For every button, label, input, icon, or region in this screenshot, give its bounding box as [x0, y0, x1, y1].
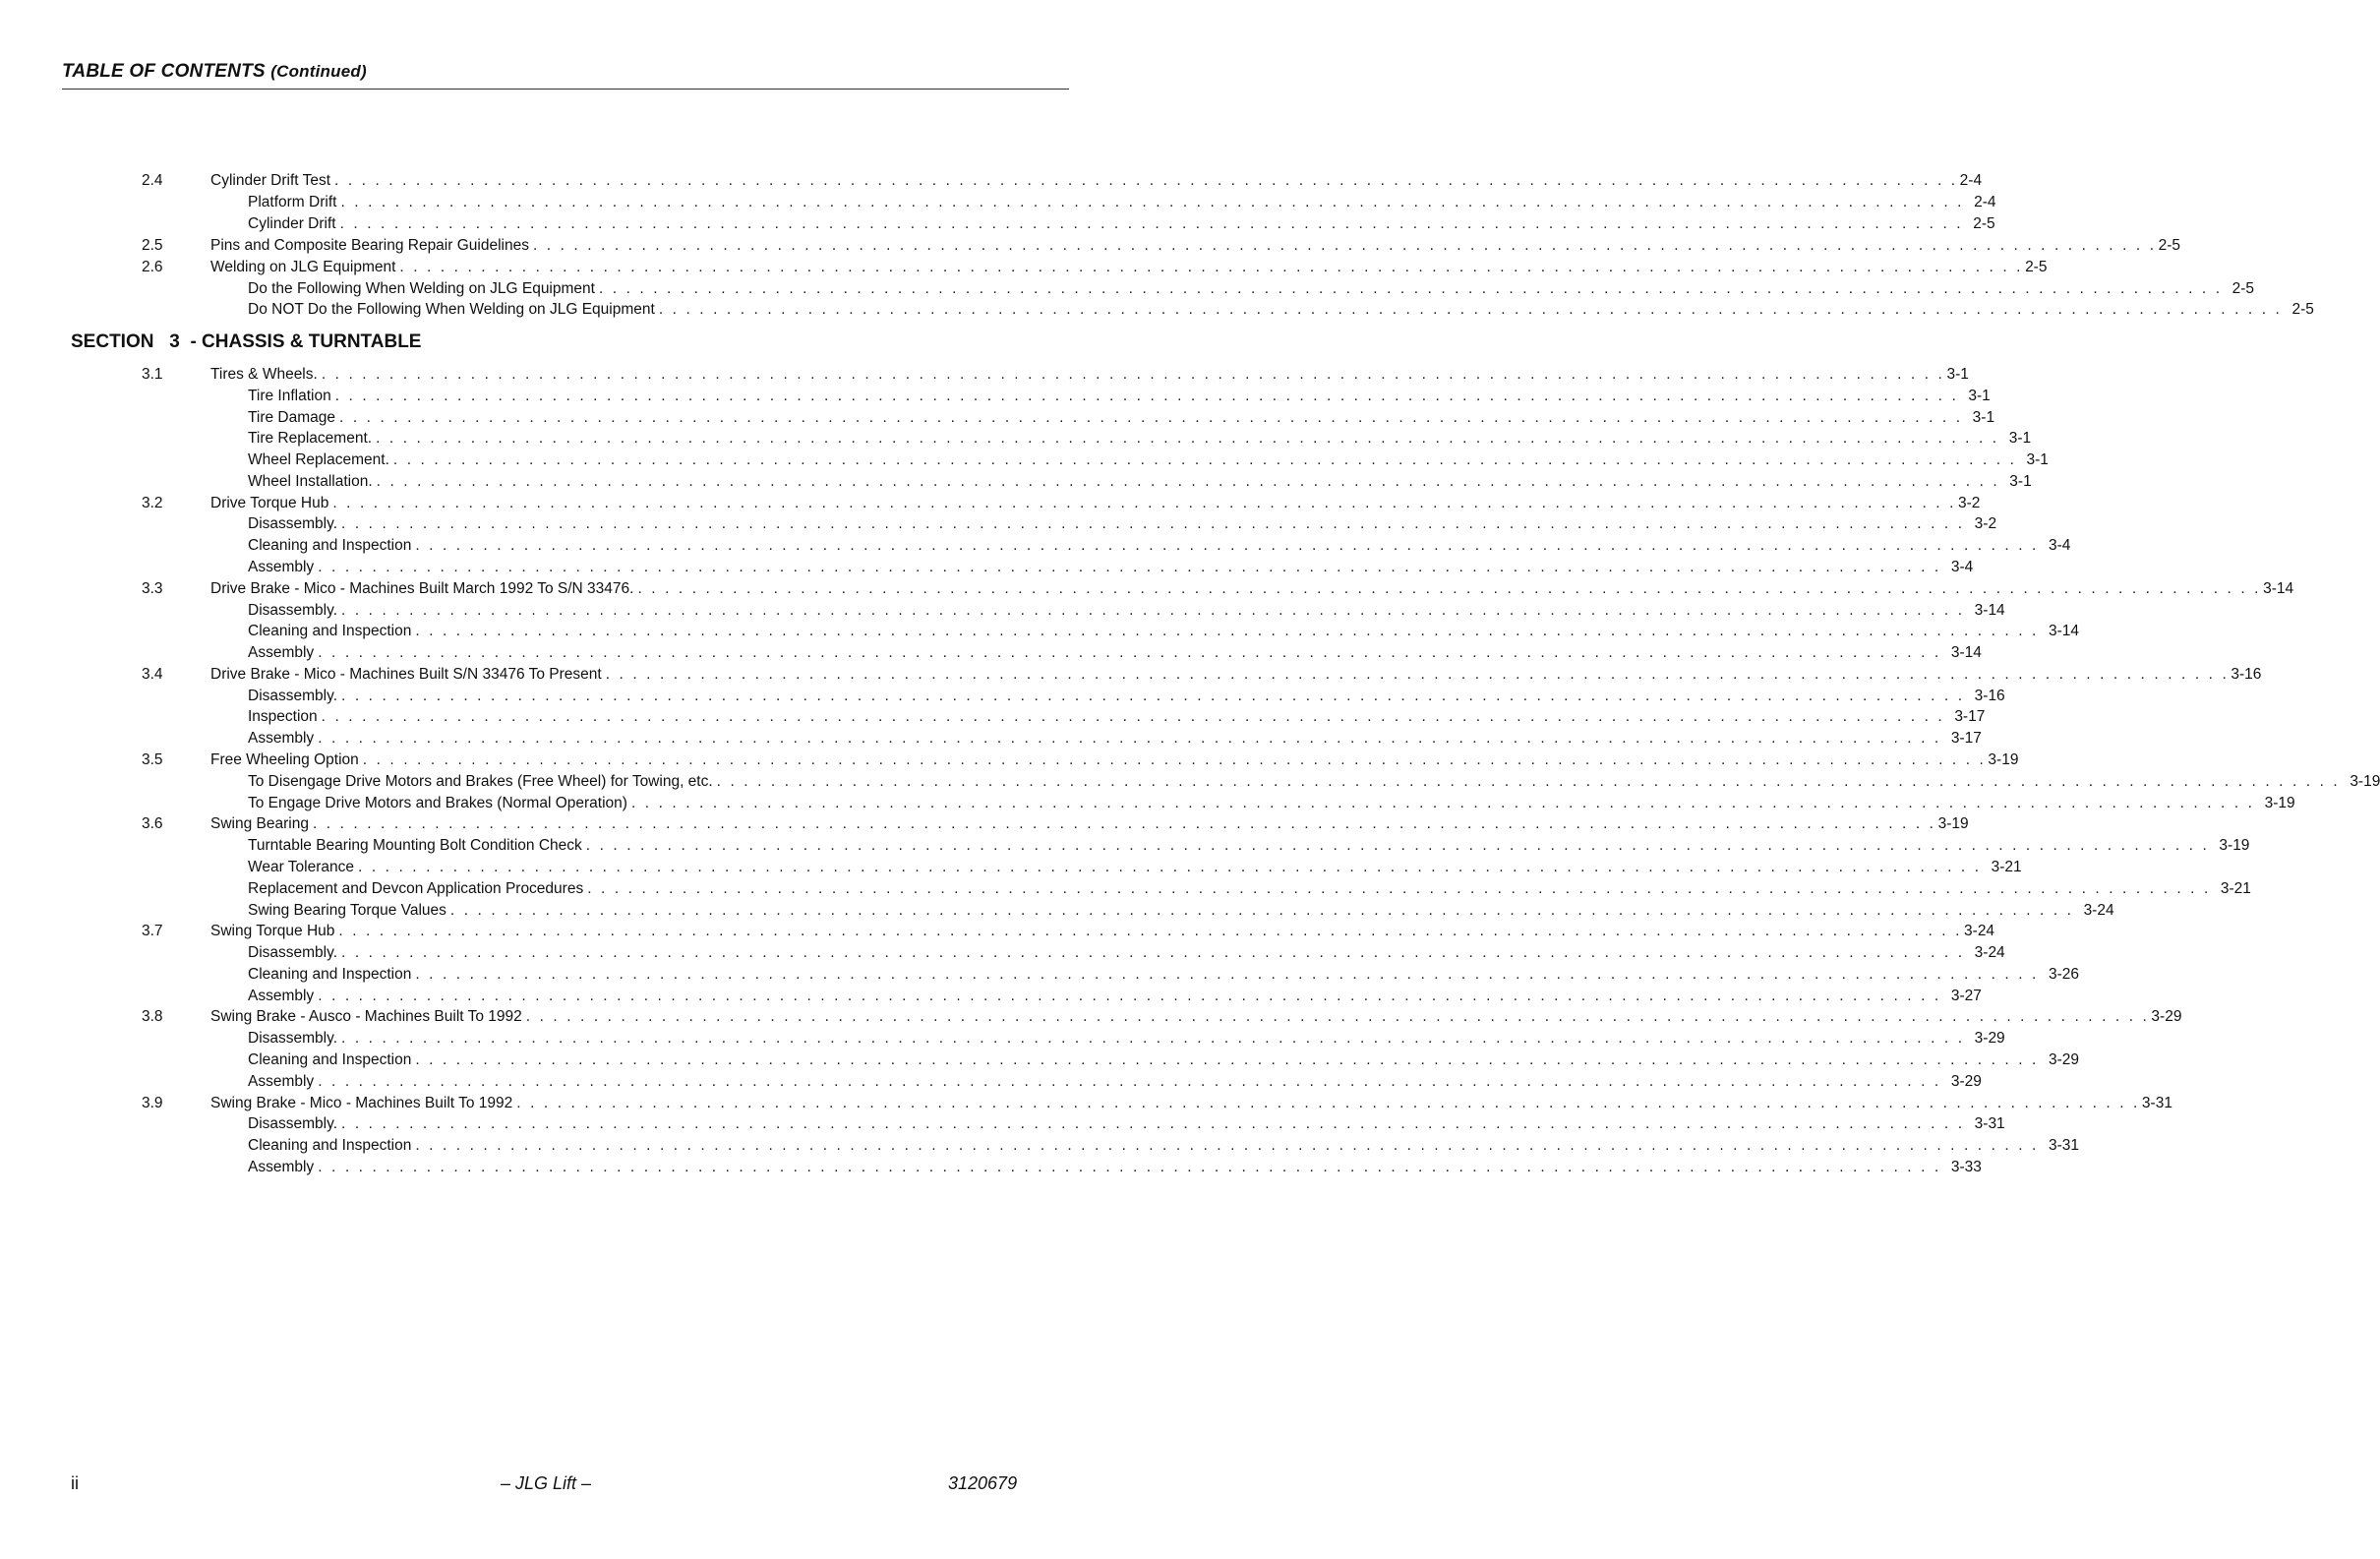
toc-leader-line [210, 665, 2262, 685]
toc-leader-line [248, 858, 2022, 877]
toc-entry-title: Swing Torque Hub [210, 922, 338, 941]
toc-dot-leader: . . . . . . . . . . . . . . . . . . . . . . . . . . . . . . . . . . . . . . . . . . . . . . . . . . . . . . . . . . . . . . . . . . . . . . . . . . . . . . . . . . . . . . . . . . . . . . . . . . . . . . . . . . . . . . . . . . . . . . . . [318, 987, 1941, 1004]
toc-dot-leader: . . . . . . . . . . . . . . . . . . . . . . . . . . . . . . . . . . . . . . . . . . . . . . . . . . . . . . . . . . . . . . . . . . . . . . . . . . . . . . . . . . . . . . . . . . . . . . . . . . . . . . . . . . . . . . . . . . . . . . . . [318, 559, 1941, 576]
toc-leader-line [210, 365, 1969, 385]
toc-entry-title: Free Wheeling Option [210, 750, 363, 770]
toc-entry-page: 2-5 [2291, 301, 2314, 319]
toc-entry-title: Assembly [248, 643, 318, 663]
toc-dot-leader: . . . . . . . . . . . . . . . . . . . . . . . . . . . . . . . . . . . . . . . . . . . . . . . . . . . . . . . . . . . . . . . . . . . . . . . . . . . . . . . . . . . . . . . . . . . . . . . . . . . . . . . . . . . . . . . . . . . . . . . . [318, 730, 1941, 748]
toc-entry-title: Drive Brake - Mico - Machines Built March 1992 To S/N 33476. [210, 579, 637, 599]
toc-entry-title: Assembly [248, 1072, 318, 1092]
toc-entry-title: Turntable Bearing Mounting Bolt Condition Check [248, 836, 586, 856]
toc-leader-line [210, 1094, 2172, 1113]
toc-entry-page: 3-4 [1950, 559, 1974, 576]
toc-dot-leader: . . . . . . . . . . . . . . . . . . . . . . . . . . . . . . . . . . . . . . . . . . . . . . . . . . . . . . . . . . . . . . . . . . . . . . . . . . . . . . . . . . . . . . . . . . . . . . . . . . . . . . . . . . . . . . . . . . . . . . . . [341, 687, 1965, 704]
toc-dot-leader: . . . . . . . . . . . . . . . . . . . . . . . . . . . . . . . . . . . . . . . . . . . . . . . . . . . . . . . . . . . . . . . . . . . . . . . . . . . . . . . . . . . . . . . . . . . . . . . . . . . . . . . . . . . . . . . . . . . . . . . . [341, 515, 1965, 533]
toc-entry-number: 3.8 [142, 1008, 163, 1026]
toc-dot-leader: . . . . . . . . . . . . . . . . . . . . . . . . . . . . . . . . . . . . . . . . . . . . . . . . . . . . . . . . . . . . . . . . . . . . . . . . . . . . . . . . . . . . . . . . . . . . . . . . . . . . . . . . . . . . . . . . . . . . . . . . [376, 472, 2000, 490]
toc-dot-leader: . . . . . . . . . . . . . . . . . . . . . . . . . . . . . . . . . . . . . . . . . . . . . . . . . . . . . . . . . . . . . . . . . . . . . . . . . . . . . . . . . . . . . . . . . . . . . . . . . . . . . . . . . . . . . . . . . . . . . . . . [587, 879, 2211, 897]
toc-dot-leader: . . . . . . . . . . . . . . . . . . . . . . . . . . . . . . . . . . . . . . . . . . . . . . . . . . . . . . . . . . . . . . . . . . . . . . . . . . . . . . . . . . . . . . . . . . . . . . . . . . . . . . . . . . . . . . . . . . . . . . . . [312, 815, 1936, 833]
footer-publisher: – JLG Lift – [500, 1473, 592, 1493]
toc-entry-page: 3-4 [2048, 537, 2071, 555]
toc-leader-line [210, 750, 2019, 770]
toc-entry-title: Swing Brake - Mico - Machines Built To 1992 [210, 1094, 516, 1113]
toc-dot-leader: . . . . . . . . . . . . . . . . . . . . . . . . . . . . . . . . . . . . . . . . . . . . . . . . . . . . . . . . . . . . . . . . . . . . . . . . . . . . . . . . . . . . . . . . . . . . . . . . . . . . . . . . . . . . . . . . . . . . . . . . [318, 644, 1941, 662]
toc-entry-page: 3-29 [2151, 1008, 2182, 1026]
toc-entry-title: Assembly [248, 987, 318, 1006]
toc-dot-leader: . . . . . . . . . . . . . . . . . . . . . . . . . . . . . . . . . . . . . . . . . . . . . . . . . . . . . . . . . . . . . . . . . . . . . . . . . . . . . . . . . . . . . . . . . . . . . . . . . . . . . . . . . . . . . . . . . . . . . . . . [341, 601, 1965, 619]
toc-entry-page: 3-2 [1974, 515, 1997, 533]
toc-leader-line [248, 514, 1997, 534]
toc-leader-line [248, 943, 2005, 963]
toc-leader-line [248, 1136, 2079, 1156]
toc-dot-leader: . . . . . . . . . . . . . . . . . . . . . . . . . . . . . . . . . . . . . . . . . . . . . . . . . . . . . . . . . . . . . . . . . . . . . . . . . . . . . . . . . . . . . . . . . . . . . . . . . . . . . . . . . . . . . . . . . . . . . . . . [358, 858, 1982, 875]
toc-leader-line [248, 450, 2049, 470]
toc-entry-title: Pins and Composite Bearing Repair Guidelines [210, 236, 533, 256]
toc-leader-line [248, 601, 2005, 621]
toc-entry-page: 2-5 [2158, 236, 2181, 254]
toc-entry-number: 2.6 [142, 258, 163, 275]
toc-dot-leader: . . . . . . . . . . . . . . . . . . . . . . . . . . . . . . . . . . . . . . . . . . . . . . . . . . . . . . . . . . . . . . . . . . . . . . . . . . . . . . . . . . . . . . . . . . . . . . . . . . . . . . . . . . . . . . . . . . . . . . . . [415, 537, 2039, 555]
toc-entry-title: Cleaning and Inspection [248, 965, 415, 985]
toc-leader-line [248, 214, 1995, 234]
toc-leader-line [248, 1072, 1982, 1092]
toc-dot-leader: . . . . . . . . . . . . . . . . . . . . . . . . . . . . . . . . . . . . . . . . . . . . . . . . . . . . . . . . . . . . . . . . . . . . . . . . . . . . . . . . . . . . . . . . . . . . . . . . . . . . . . . . . . . . . . . . . . . . . . . . [334, 387, 1959, 404]
toc-leader-line [248, 836, 2250, 856]
toc-dot-leader: . . . . . . . . . . . . . . . . . . . . . . . . . . . . . . . . . . . . . . . . . . . . . . . . . . . . . . . . . . . . . . . . . . . . . . . . . . . . . . . . . . . . . . . . . . . . . . . . . . . . . . . . . . . . . . . . . . . . . . . . [449, 901, 2074, 919]
toc-dot-leader: . . . . . . . . . . . . . . . . . . . . . . . . . . . . . . . . . . . . . . . . . . . . . . . . . . . . . . . . . . . . . . . . . . . . . . . . . . . . . . . . . . . . . . . . . . . . . . . . . . . . . . . . . . . . . . . . . . . . . . . . [637, 579, 2262, 597]
toc-dot-leader: . . . . . . . . . . . . . . . . . . . . . . . . . . . . . . . . . . . . . . . . . . . . . . . . . . . . . . . . . . . . . . . . . . . . . . . . . . . . . . . . . . . . . . . . . . . . . . . . . . . . . . . . . . . . . . . . . . . . . . . . [318, 1072, 1941, 1090]
toc-leader-line [248, 622, 2079, 641]
toc-leader-line [248, 687, 2005, 706]
toc-entry-page: 3-16 [1974, 687, 2005, 704]
toc-entry-title: Platform Drift [248, 193, 340, 212]
toc-entry-title: Tires & Wheels. [210, 365, 322, 385]
toc-leader-line [248, 429, 2032, 449]
toc-entry-page: 3-19 [2264, 794, 2295, 811]
toc-entry-page: 3-19 [1937, 815, 1969, 833]
toc-leader-line [210, 171, 1983, 191]
toc-entry-number: 3.4 [142, 665, 163, 683]
toc-entry-page: 3-27 [1950, 987, 1982, 1004]
toc-dot-leader: . . . . . . . . . . . . . . . . . . . . . . . . . . . . . . . . . . . . . . . . . . . . . . . . . . . . . . . . . . . . . . . . . . . . . . . . . . . . . . . . . . . . . . . . . . . . . . . . . . . . . . . . . . . . . . . . . . . . . . . . [340, 193, 1965, 210]
toc-entry-page: 2-5 [2231, 279, 2255, 297]
toc-leader-line [248, 772, 2380, 792]
toc-dot-leader: . . . . . . . . . . . . . . . . . . . . . . . . . . . . . . . . . . . . . . . . . . . . . . . . . . . . . . . . . . . . . . . . . . . . . . . . . . . . . . . . . . . . . . . . . . . . . . . . . . . . . . . . . . . . . . . . . . . . . . . . [716, 772, 2341, 790]
toc-entry-title: Replacement and Devcon Application Procedures [248, 879, 587, 899]
toc-entry-page: 3-1 [2026, 451, 2049, 469]
toc-entry-title: Tire Damage [248, 408, 339, 428]
toc-entry-title: Do the Following When Welding on JLG Equipment [248, 279, 599, 299]
toc-entry-page: 3-1 [1968, 387, 1991, 404]
toc-leader-line [248, 558, 1974, 577]
toc-entry-number: 3.3 [142, 579, 163, 597]
toc-leader-line [210, 258, 2048, 277]
toc-leader-line [210, 1007, 2182, 1027]
toc-leader-line [248, 794, 2295, 813]
toc-dot-leader: . . . . . . . . . . . . . . . . . . . . . . . . . . . . . . . . . . . . . . . . . . . . . . . . . . . . . . . . . . . . . . . . . . . . . . . . . . . . . . . . . . . . . . . . . . . . . . . . . . . . . . . . . . . . . . . . . . . . . . . . [605, 665, 2230, 683]
toc-entry-title: Assembly [248, 729, 318, 749]
toc-leader-line [210, 579, 2294, 599]
toc-entry-page: 3-2 [1957, 494, 1981, 511]
toc-entry-title: Cleaning and Inspection [248, 1136, 415, 1156]
toc-leader-line [248, 965, 2079, 985]
toc-dot-leader: . . . . . . . . . . . . . . . . . . . . . . . . . . . . . . . . . . . . . . . . . . . . . . . . . . . . . . . . . . . . . . . . . . . . . . . . . . . . . . . . . . . . . . . . . . . . . . . . . . . . . . . . . . . . . . . . . . . . . . . . [321, 366, 1945, 383]
toc-entry-page: 2-4 [1959, 172, 1983, 189]
toc-entry-page: 3-19 [2219, 837, 2250, 855]
toc-entry-page: 3-29 [1950, 1072, 1982, 1090]
toc-dot-leader: . . . . . . . . . . . . . . . . . . . . . . . . . . . . . . . . . . . . . . . . . . . . . . . . . . . . . . . . . . . . . . . . . . . . . . . . . . . . . . . . . . . . . . . . . . . . . . . . . . . . . . . . . . . . . . . . . . . . . . . . [392, 451, 2017, 469]
toc-entry-page: 3-14 [1950, 644, 1982, 662]
toc-entry-page: 3-24 [1974, 944, 2005, 962]
toc-leader-line [248, 643, 1982, 663]
toc-leader-line [248, 1158, 1982, 1177]
toc-dot-leader: . . . . . . . . . . . . . . . . . . . . . . . . . . . . . . . . . . . . . . . . . . . . . . . . . . . . . . . . . . . . . . . . . . . . . . . . . . . . . . . . . . . . . . . . . . . . . . . . . . . . . . . . . . . . . . . . . . . . . . . . [415, 1050, 2039, 1068]
header-title: TABLE OF CONTENTS [62, 61, 266, 82]
toc-entry-number: 2.5 [142, 236, 163, 254]
toc-entry-page: 3-33 [1950, 1158, 1982, 1175]
toc-leader-line [248, 901, 2114, 921]
toc-entry-title: Drive Brake - Mico - Machines Built S/N 33476 To Present [210, 665, 606, 685]
toc-entry-title: Cleaning and Inspection [248, 622, 415, 641]
toc-entry-title: Disassembly. [248, 601, 341, 621]
toc-leader-line [248, 408, 1995, 428]
toc-dot-leader: . . . . . . . . . . . . . . . . . . . . . . . . . . . . . . . . . . . . . . . . . . . . . . . . . . . . . . . . . . . . . . . . . . . . . . . . . . . . . . . . . . . . . . . . . . . . . . . . . . . . . . . . . . . . . . . . . . . . . . . . [339, 408, 1963, 426]
toc-entry-page: 3-17 [1954, 708, 1986, 726]
toc-leader-line [248, 987, 1982, 1006]
toc-entry-page: 3-31 [2141, 1094, 2172, 1111]
toc-leader-line [248, 729, 1982, 749]
section-3-heading [71, 331, 421, 353]
toc-leader-line [248, 472, 2032, 492]
footer-doc-number: 3120679 [948, 1473, 1018, 1493]
toc-leader-line [248, 1029, 2005, 1049]
toc-dot-leader: . . . . . . . . . . . . . . . . . . . . . . . . . . . . . . . . . . . . . . . . . . . . . . . . . . . . . . . . . . . . . . . . . . . . . . . . . . . . . . . . . . . . . . . . . . . . . . . . . . . . . . . . . . . . . . . . . . . . . . . . [516, 1094, 2140, 1111]
toc-entry-title: Do NOT Do the Following When Welding on JLG Equipment [248, 300, 659, 320]
toc-entry-title: Disassembly. [248, 1029, 341, 1049]
toc-entry-title: Cylinder Drift Test [210, 171, 334, 191]
toc-entry-number: 2.4 [142, 172, 163, 189]
toc-entry-number: 3.5 [142, 751, 163, 769]
toc-entry-title: Assembly [248, 1158, 318, 1177]
toc-leader-line [248, 279, 2255, 299]
toc-dot-leader: . . . . . . . . . . . . . . . . . . . . . . . . . . . . . . . . . . . . . . . . . . . . . . . . . . . . . . . . . . . . . . . . . . . . . . . . . . . . . . . . . . . . . . . . . . . . . . . . . . . . . . . . . . . . . . . . . . . . . . . . [341, 1115, 1965, 1133]
toc-entry-page: 2-5 [2025, 258, 2048, 275]
toc-dot-leader: . . . . . . . . . . . . . . . . . . . . . . . . . . . . . . . . . . . . . . . . . . . . . . . . . . . . . . . . . . . . . . . . . . . . . . . . . . . . . . . . . . . . . . . . . . . . . . . . . . . . . . . . . . . . . . . . . . . . . . . . [318, 1158, 1941, 1175]
toc-leader-line [248, 707, 1986, 727]
toc-entry-page: 3-17 [1950, 730, 1982, 748]
toc-dot-leader: . . . . . . . . . . . . . . . . . . . . . . . . . . . . . . . . . . . . . . . . . . . . . . . . . . . . . . . . . . . . . . . . . . . . . . . . . . . . . . . . . . . . . . . . . . . . . . . . . . . . . . . . . . . . . . . . . . . . . . . . [415, 965, 2039, 983]
toc-dot-leader: . . . . . . . . . . . . . . . . . . . . . . . . . . . . . . . . . . . . . . . . . . . . . . . . . . . . . . . . . . . . . . . . . . . . . . . . . . . . . . . . . . . . . . . . . . . . . . . . . . . . . . . . . . . . . . . . . . . . . . . . [525, 1008, 2150, 1026]
toc-dot-leader: . . . . . . . . . . . . . . . . . . . . . . . . . . . . . . . . . . . . . . . . . . . . . . . . . . . . . . . . . . . . . . . . . . . . . . . . . . . . . . . . . . . . . . . . . . . . . . . . . . . . . . . . . . . . . . . . . . . . . . . . [376, 430, 1999, 448]
toc-leader-line [210, 814, 1969, 834]
toc-entry-page: 2-5 [1973, 214, 1995, 232]
toc-leader-line [248, 1050, 2079, 1070]
toc-entry-title: To Engage Drive Motors and Brakes (Normal Operation) [248, 794, 631, 813]
toc-entry-page: 3-21 [2220, 879, 2251, 897]
toc-entry-title: Wheel Installation. [248, 472, 377, 492]
toc-dot-leader: . . . . . . . . . . . . . . . . . . . . . . . . . . . . . . . . . . . . . . . . . . . . . . . . . . . . . . . . . . . . . . . . . . . . . . . . . . . . . . . . . . . . . . . . . . . . . . . . . . . . . . . . . . . . . . . . . . . . . . . . [334, 172, 1958, 189]
toc-dot-leader: . . . . . . . . . . . . . . . . . . . . . . . . . . . . . . . . . . . . . . . . . . . . . . . . . . . . . . . . . . . . . . . . . . . . . . . . . . . . . . . . . . . . . . . . . . . . . . . . . . . . . . . . . . . . . . . . . . . . . . . . [630, 794, 2255, 811]
toc-entry-page: 3-14 [2048, 623, 2079, 640]
toc-leader-line [248, 300, 2314, 320]
toc-entry-page: 3-14 [1974, 601, 2005, 619]
toc-entry-number: 3.1 [142, 366, 163, 383]
toc-dot-leader: . . . . . . . . . . . . . . . . . . . . . . . . . . . . . . . . . . . . . . . . . . . . . . . . . . . . . . . . . . . . . . . . . . . . . . . . . . . . . . . . . . . . . . . . . . . . . . . . . . . . . . . . . . . . . . . . . . . . . . . . [598, 279, 2223, 297]
toc-entry-number: 3.2 [142, 494, 163, 511]
section-label: SECTION [71, 331, 154, 352]
toc-entry-title: Welding on JLG Equipment [210, 258, 399, 277]
toc-entry-page: 3-21 [1991, 858, 2022, 875]
toc-dot-leader: . . . . . . . . . . . . . . . . . . . . . . . . . . . . . . . . . . . . . . . . . . . . . . . . . . . . . . . . . . . . . . . . . . . . . . . . . . . . . . . . . . . . . . . . . . . . . . . . . . . . . . . . . . . . . . . . . . . . . . . . [341, 944, 1965, 962]
toc-entry-number: 3.9 [142, 1094, 163, 1111]
toc-entry-page: 3-29 [1974, 1030, 2005, 1048]
toc-leader-line [248, 193, 1996, 212]
toc-dot-leader: . . . . . . . . . . . . . . . . . . . . . . . . . . . . . . . . . . . . . . . . . . . . . . . . . . . . . . . . . . . . . . . . . . . . . . . . . . . . . . . . . . . . . . . . . . . . . . . . . . . . . . . . . . . . . . . . . . . . . . . . [399, 258, 2024, 275]
header-continued: (Continued) [270, 62, 367, 81]
toc-entry-page: 3-19 [2350, 772, 2380, 790]
toc-entry-title: Disassembly. [248, 943, 341, 963]
toc-entry-title: Swing Bearing Torque Values [248, 901, 450, 921]
toc-entry-page: 3-1 [1972, 408, 1995, 426]
toc-entry-page: 3-1 [1946, 366, 1969, 383]
toc-leader-line [248, 387, 1991, 406]
toc-entry-page: 3-24 [1964, 923, 1995, 940]
toc-leader-line [210, 494, 1981, 513]
toc-entry-page: 3-24 [2083, 901, 2114, 919]
toc-entry-page: 3-14 [2263, 579, 2294, 597]
toc-entry-title: Cylinder Drift [248, 214, 340, 234]
toc-entry-title: Assembly [248, 558, 318, 577]
toc-entry-title: Disassembly. [248, 687, 341, 706]
toc-entry-page: 3-31 [2048, 1137, 2079, 1155]
toc-entry-title: Drive Torque Hub [210, 494, 332, 513]
toc-dot-leader: . . . . . . . . . . . . . . . . . . . . . . . . . . . . . . . . . . . . . . . . . . . . . . . . . . . . . . . . . . . . . . . . . . . . . . . . . . . . . . . . . . . . . . . . . . . . . . . . . . . . . . . . . . . . . . . . . . . . . . . . [321, 708, 1945, 726]
toc-entry-title: Tire Replacement. [248, 429, 376, 449]
toc-dot-leader: . . . . . . . . . . . . . . . . . . . . . . . . . . . . . . . . . . . . . . . . . . . . . . . . . . . . . . . . . . . . . . . . . . . . . . . . . . . . . . . . . . . . . . . . . . . . . . . . . . . . . . . . . . . . . . . . . . . . . . . . [362, 751, 1987, 769]
toc-leader-line [210, 922, 1995, 941]
toc-dot-leader: . . . . . . . . . . . . . . . . . . . . . . . . . . . . . . . . . . . . . . . . . . . . . . . . . . . . . . . . . . . . . . . . . . . . . . . . . . . . . . . . . . . . . . . . . . . . . . . . . . . . . . . . . . . . . . . . . . . . . . . . [532, 236, 2157, 254]
toc-dot-leader: . . . . . . . . . . . . . . . . . . . . . . . . . . . . . . . . . . . . . . . . . . . . . . . . . . . . . . . . . . . . . . . . . . . . . . . . . . . . . . . . . . . . . . . . . . . . . . . . . . . . . . . . . . . . . . . . . . . . . . . . [338, 923, 1963, 940]
toc-entry-title: Tire Inflation [248, 387, 335, 406]
toc-dot-leader: . . . . . . . . . . . . . . . . . . . . . . . . . . . . . . . . . . . . . . . . . . . . . . . . . . . . . . . . . . . . . . . . . . . . . . . . . . . . . . . . . . . . . . . . . . . . . . . . . . . . . . . . . . . . . . . . . . . . . . . . [658, 301, 2283, 319]
toc-entry-number: 3.6 [142, 815, 163, 833]
toc-entry-title: Disassembly. [248, 514, 341, 534]
toc-entry-title: To Disengage Drive Motors and Brakes (Free Wheel) for Towing, etc. [248, 772, 717, 792]
toc-leader-line [248, 1114, 2005, 1134]
toc-entry-title: Swing Bearing [210, 814, 313, 834]
toc-entry-title: Disassembly. [248, 1114, 341, 1134]
toc-entry-page: 3-26 [2048, 965, 2079, 983]
section-title: - CHASSIS & TURNTABLE [190, 331, 422, 352]
toc-entry-page: 3-1 [2009, 472, 2032, 490]
toc-dot-leader: . . . . . . . . . . . . . . . . . . . . . . . . . . . . . . . . . . . . . . . . . . . . . . . . . . . . . . . . . . . . . . . . . . . . . . . . . . . . . . . . . . . . . . . . . . . . . . . . . . . . . . . . . . . . . . . . . . . . . . . . [332, 494, 1956, 511]
toc-entry-page: 3-1 [2008, 430, 2032, 448]
toc-entry-page: 3-16 [2231, 665, 2262, 683]
toc-entry-title: Wear Tolerance [248, 858, 358, 877]
toc-dot-leader: . . . . . . . . . . . . . . . . . . . . . . . . . . . . . . . . . . . . . . . . . . . . . . . . . . . . . . . . . . . . . . . . . . . . . . . . . . . . . . . . . . . . . . . . . . . . . . . . . . . . . . . . . . . . . . . . . . . . . . . . [415, 623, 2039, 640]
toc-dot-leader: . . . . . . . . . . . . . . . . . . . . . . . . . . . . . . . . . . . . . . . . . . . . . . . . . . . . . . . . . . . . . . . . . . . . . . . . . . . . . . . . . . . . . . . . . . . . . . . . . . . . . . . . . . . . . . . . . . . . . . . . [341, 1030, 1965, 1048]
toc-entry-title: Inspection [248, 707, 322, 727]
toc-entry-page: 3-29 [2048, 1050, 2079, 1068]
section-number: 3 [169, 331, 180, 352]
toc-leader-line [248, 879, 2251, 899]
toc-entry-page: 2-4 [1974, 193, 1996, 210]
toc-entry-title: Cleaning and Inspection [248, 1050, 415, 1070]
toc-entry-title: Cleaning and Inspection [248, 536, 415, 556]
toc-leader-line [248, 536, 2071, 556]
footer-page-number: ii [71, 1473, 79, 1493]
toc-leader-line [210, 236, 2181, 256]
toc-dot-leader: . . . . . . . . . . . . . . . . . . . . . . . . . . . . . . . . . . . . . . . . . . . . . . . . . . . . . . . . . . . . . . . . . . . . . . . . . . . . . . . . . . . . . . . . . . . . . . . . . . . . . . . . . . . . . . . . . . . . . . . . [415, 1137, 2039, 1155]
toc-dot-leader: . . . . . . . . . . . . . . . . . . . . . . . . . . . . . . . . . . . . . . . . . . . . . . . . . . . . . . . . . . . . . . . . . . . . . . . . . . . . . . . . . . . . . . . . . . . . . . . . . . . . . . . . . . . . . . . . . . . . . . . . [585, 837, 2210, 855]
toc-entry-page: 3-19 [1988, 751, 2019, 769]
toc-entry-title: Wheel Replacement. [248, 450, 393, 470]
toc-entry-number: 3.7 [142, 923, 163, 940]
toc-entry-page: 3-31 [1974, 1115, 2005, 1133]
toc-entry-title: Swing Brake - Ausco - Machines Built To 1992 [210, 1007, 526, 1027]
toc-dot-leader: . . . . . . . . . . . . . . . . . . . . . . . . . . . . . . . . . . . . . . . . . . . . . . . . . . . . . . . . . . . . . . . . . . . . . . . . . . . . . . . . . . . . . . . . . . . . . . . . . . . . . . . . . . . . . . . . . . . . . . . . [339, 214, 1964, 232]
